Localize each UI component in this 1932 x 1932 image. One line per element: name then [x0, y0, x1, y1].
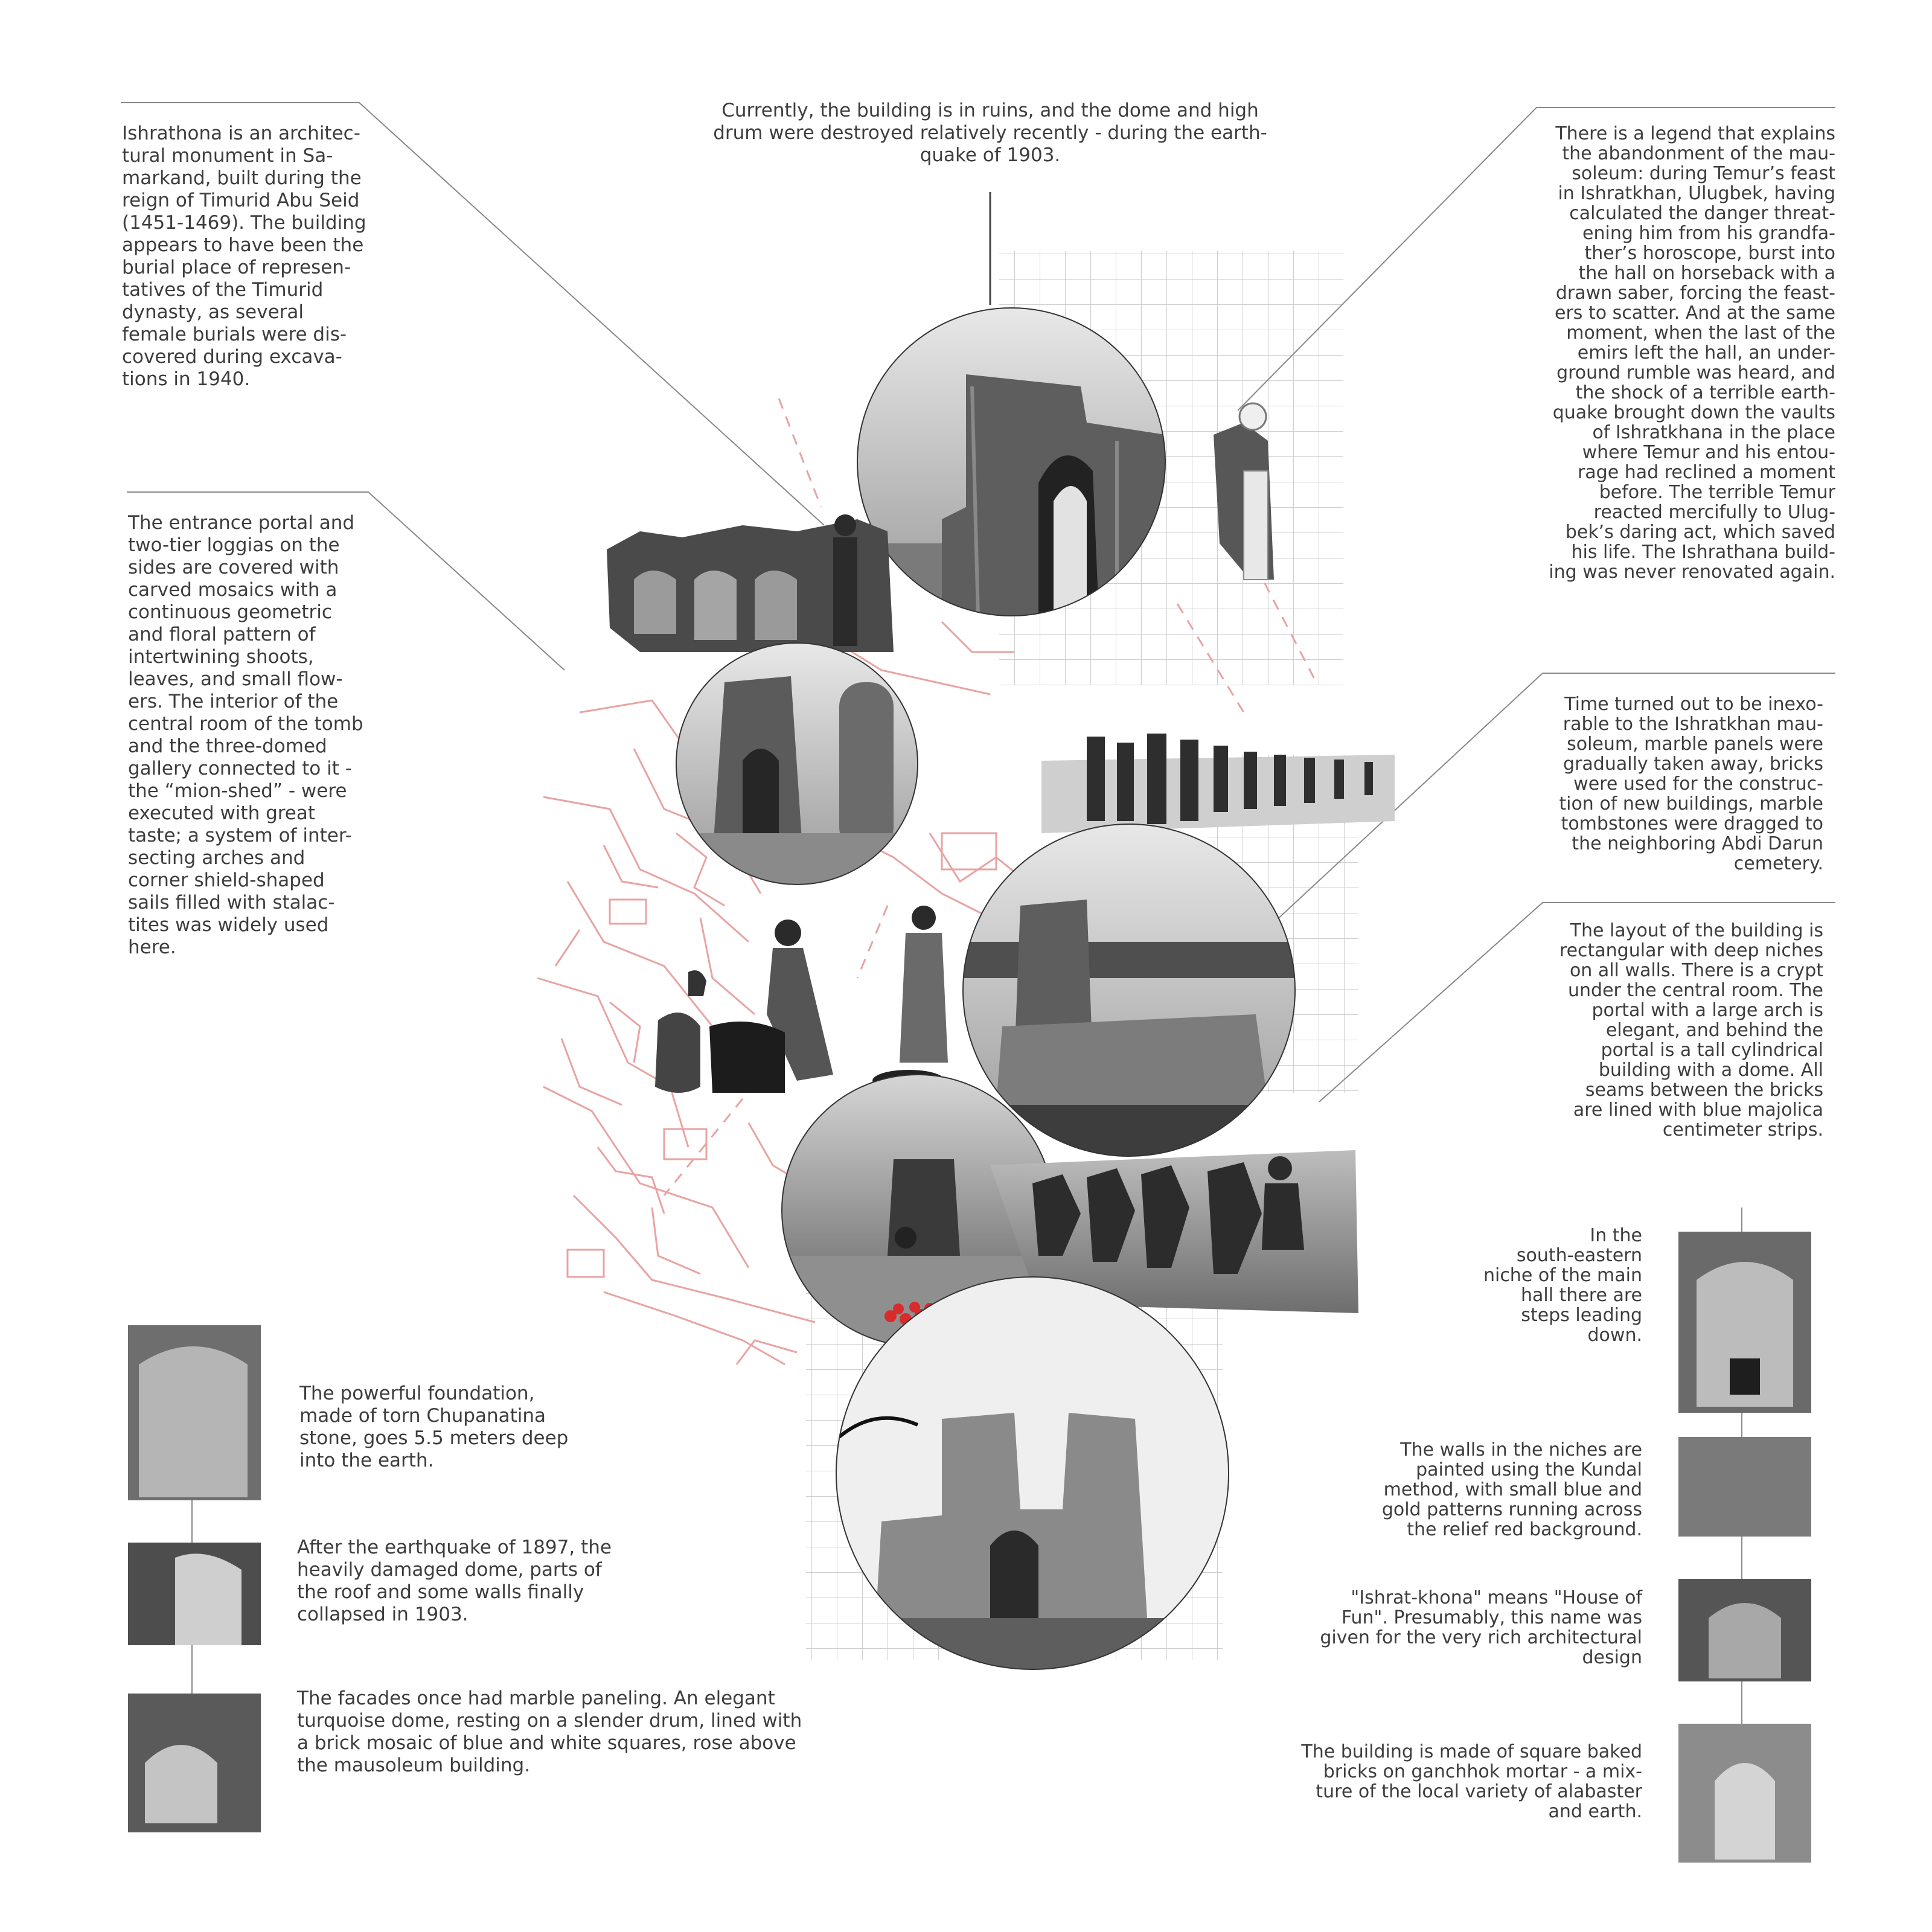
quake-text: After the earthquake of 1897, the heavily damaged dome, parts of the roof and some walls finally collapsed in 1903.: [297, 1537, 612, 1625]
bricks-text: The building is made of square baked bricks on ganchhok mortar - a mix- ture of the local variety of alabaster and earth.: [1301, 1741, 1642, 1822]
market-photo: [607, 514, 894, 652]
ruins-photo: [963, 824, 1295, 1156]
niche-text: In the south-eastern niche of the main hall there are steps leading down.: [1483, 1225, 1642, 1346]
foundation-text: The powerful foundation, made of torn Chupanatina stone, goes 5.5 meters deep into the earth.: [299, 1383, 569, 1471]
name-text: "Ishrat-khona" means "House of Fun". Presumably, this name was given for the very rich architectural design: [1320, 1587, 1642, 1668]
layout-text: The layout of the building is rectangular with deep niches on all walls. There is a crypt under the central room. The portal with a large arch is elegant, and behind the portal is a tall cylindrical building with a dome. All seams between the bricks are lined with blue majolica centimeter strips.: [1559, 920, 1823, 1140]
kitchen-photo: [655, 906, 948, 1093]
interior-thumbnails: [128, 1325, 261, 1832]
crowd-photo: [1041, 734, 1395, 833]
walls-text: The walls in the niches are painted using the Kundal method, with small blue and gold patterns running across the relief red background.: [1381, 1439, 1642, 1540]
facades-text: The facades once had marble paneling. An elegant turquoise dome, resting on a slender drum, lined with a brick mosaic of blue and white squares, rose above the mausoleum building.: [297, 1687, 802, 1776]
portal-text: The entrance portal and two-tier loggias on the sides are covered with carved mosaics with a continuous geometric and floral pattern of intertwining shoots, leaves, and small flow- ers. The interior of the central room of the tomb and the three-domed gallery connected to it - the “mion-shed” - were executed with great taste; a system of inter- secting arches and corner shield-shaped sails filled with stalac- tites was widely used here.: [128, 512, 363, 958]
portal-photo: [857, 308, 1165, 616]
niche-thumbnails: [1678, 1232, 1811, 1863]
facade-photo: [836, 1277, 1229, 1669]
intro-text: Ishrathona is an architec- tural monument in Sa- markand, built during the reign of Timurid Abu Seid (1451-1469). The building appears to have been the burial place of represen- tatives of the Timurid dynasty, as several female burials were dis- covered during excava- tions in 1940.: [122, 123, 366, 390]
legend-text: There is a legend that explains the abandonment of the mau- soleum: during Temur’s feast in Ishratkhan, Ulugbek, having calculated the danger threat- ening him from his grandfa- ther’s horoscope, burst into the hall on horseback with a drawn saber, forcing the feast- ers to scatter. And at the same moment, when the last of the emirs left the hall, an under- ground rumble was heard, and the shock of a terrible earth- quake brought down the vaults of Ishratkhana in the place where Temur and his entou- rage had reclined a moment before. The terrible Temur reacted mercifully to Ulug- bek’s daring act, which saved his life. The Ishrathana build- ing was never renovated again.: [1549, 123, 1835, 583]
time-text: Time turned out to be inexo- rable to the Ishratkhan mau- soleum, marble panels were gradually taken away, bricks were used for the construc- tion of new buildings, marble tombstones were dragged to the neighboring Abdi Darun cemetery.: [1559, 694, 1823, 874]
ruins-text: Currently, the building is in ruins, and the dome and high drum were destroyed relatively recently - during the earth- quake of 1903.: [713, 100, 1267, 166]
